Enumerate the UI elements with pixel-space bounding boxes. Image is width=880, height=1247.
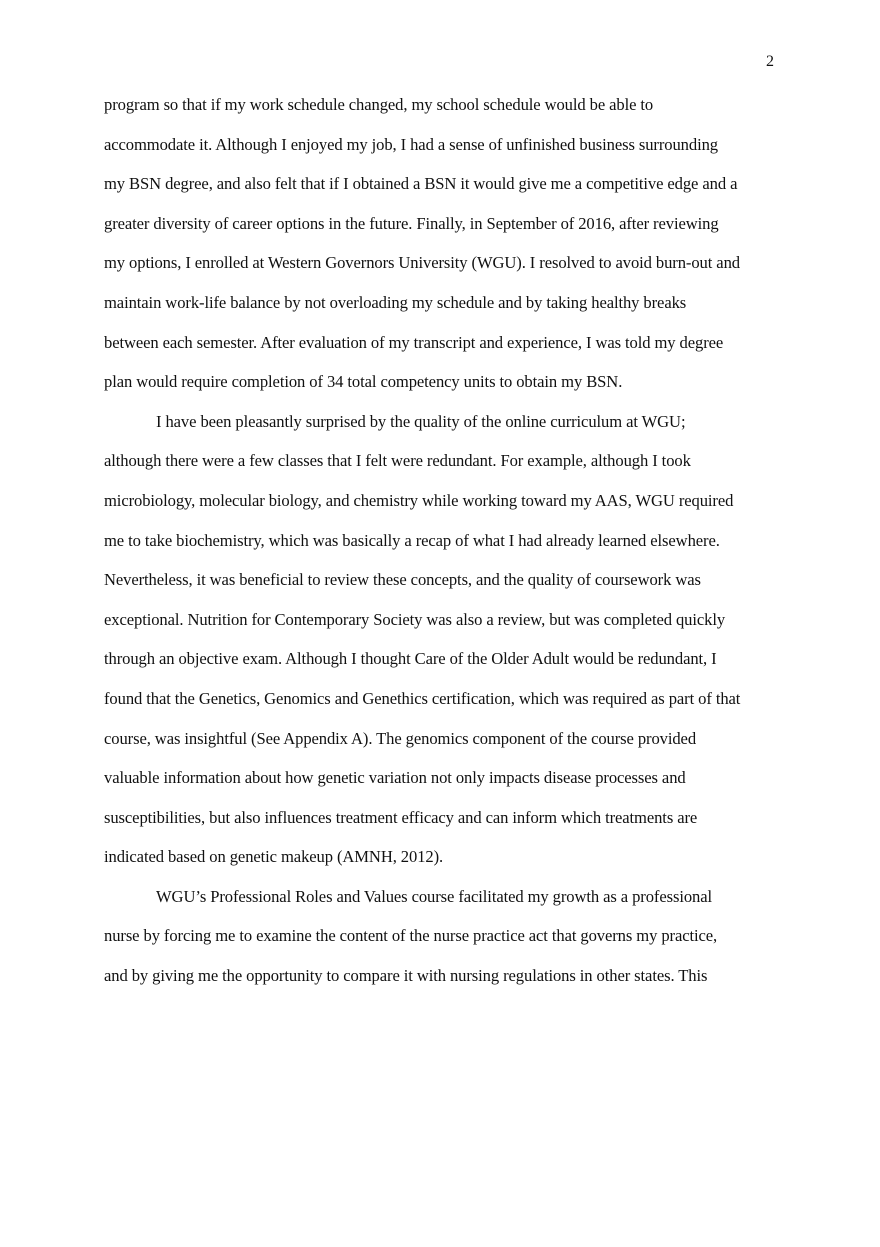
text-line: although there were a few classes that I felt were redundant. For example, although I took <box>104 451 691 471</box>
text-line: plan would require completion of 34 total competency units to obtain my BSN. <box>104 372 623 392</box>
text-line: maintain work-life balance by not overloading my schedule and by taking healthy breaks <box>104 292 687 312</box>
text-line: program so that if my work schedule changed, my school schedule would be able to <box>104 95 654 114</box>
page-number: 2 <box>766 53 774 70</box>
document-body <box>104 95 794 1006</box>
text-line: between each semester. After evaluation of my transcript and experience, I was told my degree <box>104 332 724 352</box>
text-line: indicated based on genetic makeup (AMNH, 2012). <box>104 847 444 867</box>
text-line: course, was insightful (See Appendix A). The genomics component of the course provided <box>104 728 697 748</box>
text-line: WGU’s Professional Roles and Values course facilitated my growth as a professional <box>156 886 713 906</box>
text-line: found that the Genetics, Genomics and Genethics certification, which was required as part of that <box>104 688 741 708</box>
text-line: and by giving me the opportunity to compare it with nursing regulations in other states. This <box>104 966 708 986</box>
text-line: my BSN degree, and also felt that if I obtained a BSN it would give me a competitive edge and a <box>104 174 738 194</box>
text-line: valuable information about how genetic variation not only impacts disease processes and <box>104 768 686 788</box>
text-line: accommodate it. Although I enjoyed my job, I had a sense of unfinished business surrounding <box>104 134 718 154</box>
text-line: exceptional. Nutrition for Contemporary Society was also a review, but was completed quickly <box>104 609 726 629</box>
text-line: through an objective exam. Although I thought Care of the Older Adult would be redundant, I <box>104 649 717 669</box>
text-line: I have been pleasantly surprised by the quality of the online curriculum at WGU; <box>156 411 686 431</box>
text-line: me to take biochemistry, which was basically a recap of what I had already learned elsewhere. <box>104 530 720 550</box>
text-line: nurse by forcing me to examine the content of the nurse practice act that governs my practice, <box>104 926 718 946</box>
text-line: susceptibilities, but also influences treatment efficacy and can inform which treatments are <box>104 807 698 827</box>
text-line: microbiology, molecular biology, and chemistry while working toward my AAS, WGU required <box>104 490 734 510</box>
text-line: my options, I enrolled at Western Governors University (WGU). I resolved to avoid burn-out and <box>104 253 740 273</box>
text-line: Nevertheless, it was beneficial to review these concepts, and the quality of coursework was <box>104 570 701 590</box>
text-line: greater diversity of career options in the future. Finally, in September of 2016, after reviewing <box>104 213 719 233</box>
